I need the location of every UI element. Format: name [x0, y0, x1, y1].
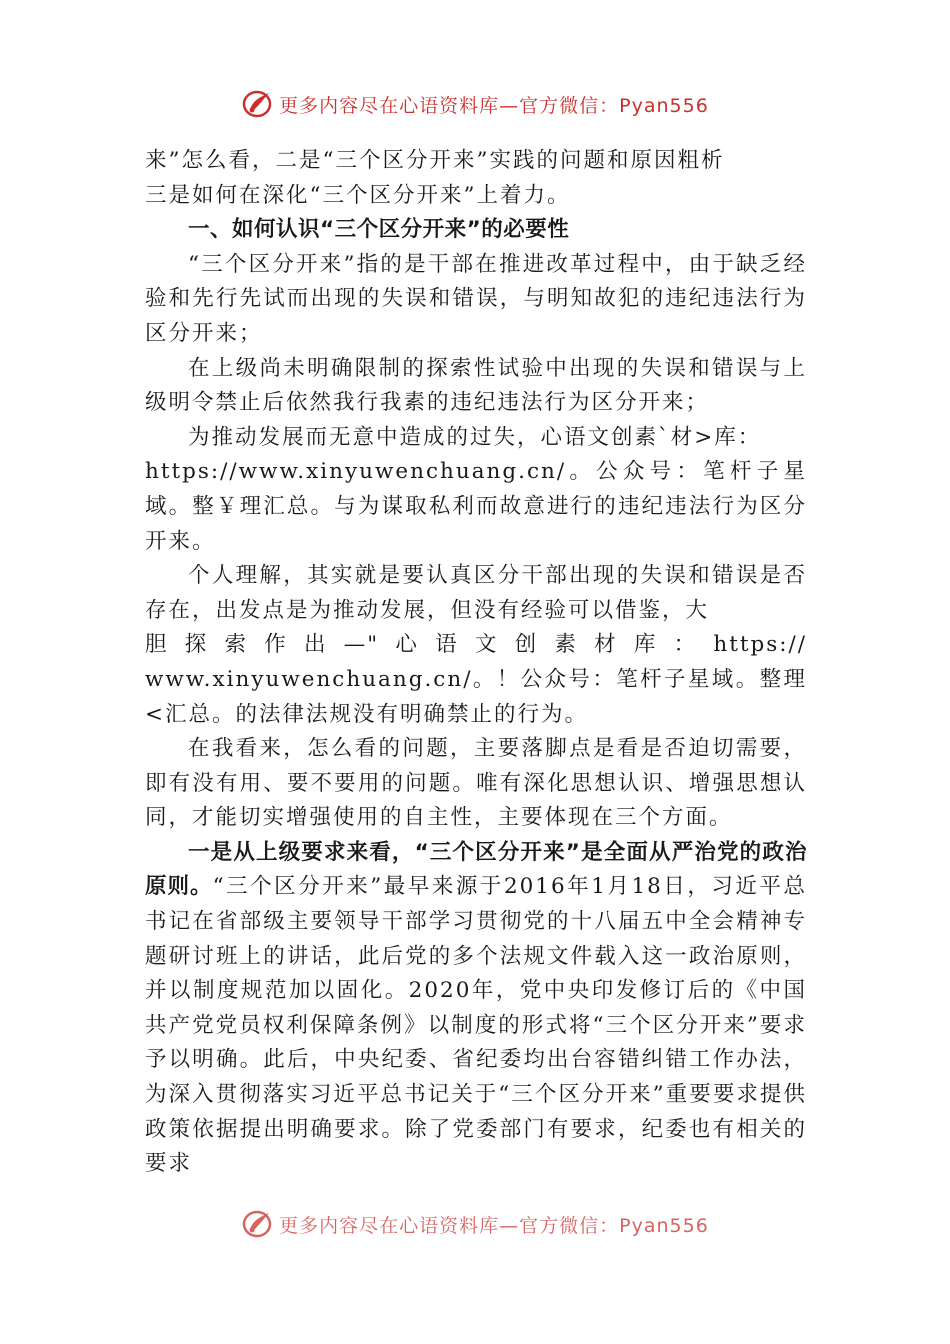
- paragraph-continuation-line-1: 来”怎么看，二是“三个区分开来”实践的问题和原因粗析: [145, 148, 725, 173]
- paragraph-development-line-1: 为推动发展而无意中造成的过失，心语文创素`材>库：: [188, 424, 762, 450]
- paragraph-personal-understanding-rest: www.xinyuwenchuang.cn/。！公众号：笔杆子星域。整理<汇总。的法律法规没有明确禁止的行为。: [145, 666, 807, 727]
- document-body: [145, 144, 807, 1182]
- watermark-footer: [0, 1206, 950, 1242]
- watermark-header: [0, 86, 950, 122]
- watermark-text: 更多内容尽在心语资料库—官方微信：Pyan556: [279, 1214, 709, 1237]
- paragraph-continuation-line-2: 三是如何在深化“三个区分开来”上着力。: [145, 182, 571, 208]
- watermark-text: 更多内容尽在心语资料库—官方微信：Pyan556: [279, 94, 709, 117]
- paragraph-upper-requirements-text: “三个区分开来”最早来源于2016年1月18日，习近平总书记在省部级主要领导干部学习贯彻党的十八届五中全会精神专题研讨班上的讲话，此后党的多个法规文件载入这一政治原则，并以制度规范加以固化。2020年，党中央印发修订后的《中国共产党党员权利保障条例》以制度的形式将“三个区分开来”要求予以明确。此后，中央纪委、省纪委均出台容错纠错工作办法，为深入贯彻落实习近平总书记关于“三个区分开来”重要要求提供政策依据提出明确要求。除了党委部门有要求，纪委也有相关的要求: [145, 874, 807, 1177]
- paragraph-upper-requirements: [145, 836, 807, 1182]
- paragraph-my-view: 在我看来，怎么看的问题，主要落脚点是看是否迫切需要，即有没有用、要不要用的问题。唯有深化思想认识、增强思想认同，才能切实增强使用的自主性，主要体现在三个方面。: [145, 736, 807, 831]
- paragraph-exploration: 在上级尚未明确限制的探索性试验中出现的失误和错误与上级明令禁止后依然我行我素的违纪违法行为区分开来；: [145, 355, 807, 416]
- brush-circle-logo-icon: [241, 1209, 275, 1239]
- brush-circle-logo-icon: [241, 89, 275, 119]
- paragraph-lead-bold: 一是从上级要求来看，“三个区分开来”是全面从严治党的政治原则。: [145, 839, 807, 900]
- section-heading: 一、如何认识“三个区分开来”的必要性: [188, 217, 570, 243]
- paragraph-development-rest: https://www.xinyuwenchuang.cn/。公众号：笔杆子星域。整￥理汇总。与为谋取私利而故意进行的违纪违法行为区分开来。: [145, 459, 807, 554]
- paragraph-definition: “三个区分开来”指的是干部在推进改革过程中，由于缺乏经验和先行先试而出现的失误和错误，与明知故犯的违纪违法行为区分开来；: [145, 251, 807, 346]
- paragraph-personal-understanding: 个人理解，其实就是要认真区分干部出现的失误和错误是否存在，出发点是为推动发展，但没有经验可以借鉴，大: [145, 563, 807, 623]
- paragraph-personal-understanding-spread-line: 胆探索作出—"心语文创素材库：https://: [145, 632, 807, 658]
